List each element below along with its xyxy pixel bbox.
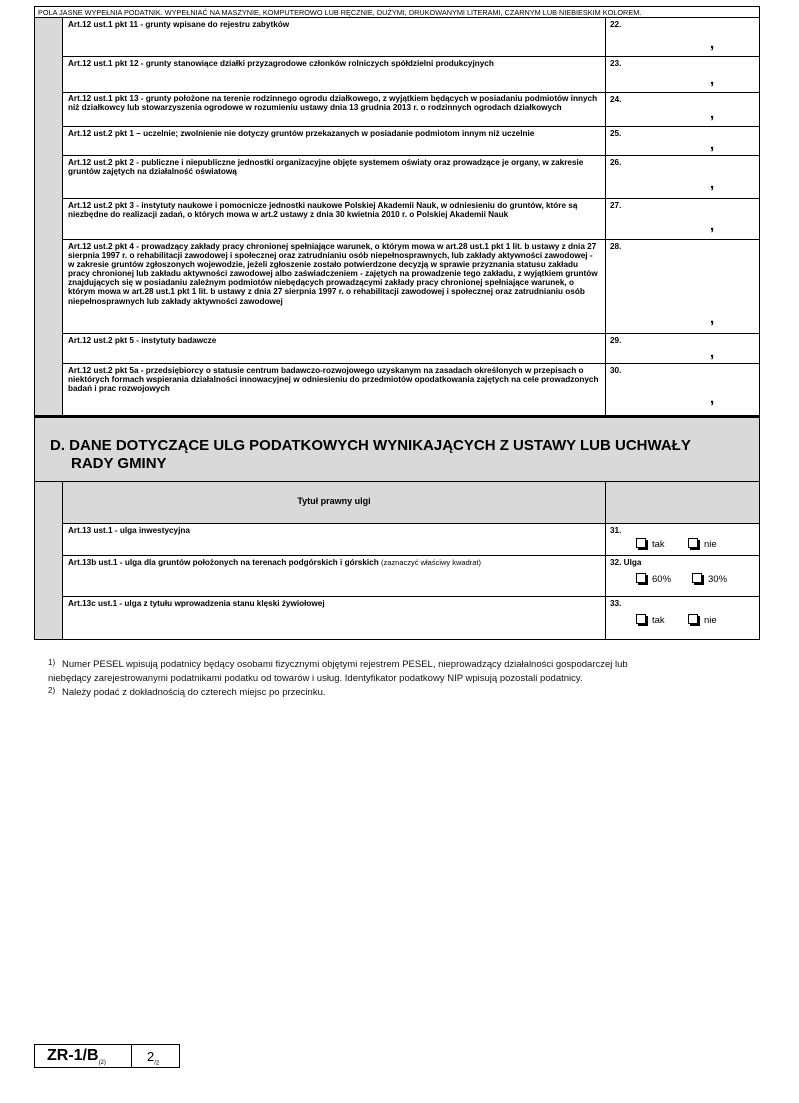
- footnote-text: Należy podać z dokładnością do czterech miejsc po przecinku.: [62, 687, 326, 698]
- section-gutter: [35, 18, 63, 415]
- form-code-badge: [34, 1044, 180, 1068]
- footnote-text: niebędący zarejestrowanymi podatnikami podatku od towarów i usług. Identyfikator podatkowy NIP wpisują pozostali podatnicy.: [48, 673, 583, 684]
- field-number: 32. Ulga: [610, 558, 642, 567]
- column-header-blank: [606, 482, 759, 524]
- row-description: Art.12 ust.1 pkt 12 - grunty stanowiące działki przyzagrodowe członków rolniczych spółdzielni produkcyjnych: [63, 57, 606, 93]
- amount-field[interactable]: [606, 57, 759, 93]
- field-number: 22.: [610, 20, 622, 29]
- decimal-separator: ,: [710, 217, 715, 234]
- checkbox-icon[interactable]: [636, 573, 646, 583]
- option-tak[interactable]: tak: [636, 538, 665, 550]
- decimal-separator: ,: [710, 175, 715, 192]
- checkbox-icon[interactable]: [692, 573, 702, 583]
- row-note: (zaznaczyć właściwy kwadrat): [381, 558, 482, 567]
- field-number: 31.: [610, 526, 622, 535]
- row-description: Art.12 ust.2 pkt 4 - prowadzący zakłady pracy chronionej spełniające warunek, o którym mowa w art.28 ust.1 pkt 1 lit. b ustawy z dnia 27 sierpnia 1997 r. o rehabilitacji zawodowej i społecznej oraz zatrudnianiu osób niepełnosprawnych, lub zakłady aktywności zawodowej - w zakresie gruntów zgłoszonych wojewodzie, jeżeli zgłoszenie zostało potwierdzone decyzją w sprawie przyznania statusu zakładu pracy chronionej lub zakładu aktywności zawodowej albo zaświadczeniem - zajętych na prowadzenie tego zakładu, z wyjątkiem gruntów znajdujących się w posiadaniu zależnym podmiotów niebędących prowadzącymi zakłady pracy chronionej spełniające warunek, o którym mowa w art.28 ust.1 pkt 1 lit. b ustawy z dnia 27 sierpnia 1997 r. o rehabilitacji zawodowej i społecznej oraz zatrudnianiu osób niepełnosprawnych lub zakłady aktywności zawodowej: [63, 240, 606, 334]
- checkbox-icon[interactable]: [636, 538, 646, 548]
- footnote-mark: 1): [48, 658, 56, 667]
- field-number: 26.: [610, 158, 622, 167]
- option-nie[interactable]: nie: [688, 614, 717, 626]
- amount-field[interactable]: [606, 127, 759, 156]
- field-number: 30.: [610, 366, 622, 375]
- page-number: $2_{/2}$: [147, 1049, 160, 1067]
- section-d-header: [35, 418, 759, 482]
- field-number: 25.: [610, 129, 622, 138]
- option-30[interactable]: 30%: [692, 573, 727, 585]
- decimal-separator: ,: [710, 390, 715, 407]
- field-number: 29.: [610, 336, 622, 345]
- amount-field[interactable]: [606, 199, 759, 240]
- row-description: Art.13c ust.1 - ulga z tytułu wprowadzenia stanu klęski żywiołowej: [63, 597, 606, 639]
- amount-field[interactable]: [606, 156, 759, 199]
- option-tak[interactable]: tak: [636, 614, 665, 626]
- row-description: Art.12 ust.2 pkt 1 – uczelnie; zwolnienie nie dotyczy gruntów przekazanych w posiadanie podmiotom innym niż uczelnie: [63, 127, 606, 156]
- footnote-text: Numer PESEL wpisują podatnicy będący osobami fizycznymi objętymi rejestrem PESEL, nieprowadzący działalności gospodarczej lub: [62, 659, 628, 670]
- option-nie[interactable]: nie: [688, 538, 717, 550]
- decimal-separator: ,: [710, 310, 715, 327]
- form-code: $ZR-1/B_{(2)}$: [47, 1047, 106, 1067]
- section-d-title: D. DANE DOTYCZĄCE ULG PODATKOWYCH WYNIKAJĄCYCH Z USTAWY LUB UCHWAŁY: [50, 437, 691, 454]
- section-d-title-line2: RADY GMINY: [71, 455, 167, 472]
- row-description: Art.12 ust.2 pkt 5a - przedsiębiorcy o statusie centrum badawczo-rozwojowego uzyskanym na zasadach określonych w przepisach o niektórych formach wspierania działalności innowacyjnej w odniesieniu do przedmiotów opodatkowania zajętych na cele prowadzonych badań i prac rozwojowych: [63, 364, 606, 415]
- form-frame: [34, 18, 760, 640]
- decimal-separator: ,: [710, 105, 715, 122]
- decimal-separator: ,: [710, 71, 715, 88]
- relief-field: [606, 597, 759, 639]
- field-number: 24.: [610, 95, 622, 104]
- field-number: 27.: [610, 201, 622, 210]
- field-number: 23.: [610, 59, 622, 68]
- column-header: Tytuł prawny ulgi: [63, 482, 606, 524]
- field-number: 33.: [610, 599, 622, 608]
- row-description: Art.13b ust.1 - ulga dla gruntów położonych na terenach podgórskich i górskich (zaznaczyć właściwy kwadrat): [63, 556, 606, 597]
- row-description: Art.12 ust.2 pkt 2 - publiczne i niepubliczne jednostki organizacyjne objęte systemem oświaty oraz prowadzące je organy, w zakresie gruntów zajętych na działalność oświatową: [63, 156, 606, 199]
- relief-field: [606, 556, 759, 597]
- amount-field[interactable]: [606, 18, 759, 57]
- decimal-separator: ,: [710, 344, 715, 361]
- row-description: Art.12 ust.1 pkt 13 - grunty położone na terenie rodzinnego ogrodu działkowego, z wyjątkiem będących w posiadaniu podmiotów innych niż działkowcy lub stowarzyszenia ogrodowe w rozumieniu ustawy dnia 13 grudnia 2013 r. o rodzinnych ogrodach działkowych: [63, 93, 606, 127]
- checkbox-icon[interactable]: [688, 614, 698, 624]
- badge-divider: [131, 1045, 132, 1067]
- checkbox-icon[interactable]: [636, 614, 646, 624]
- row-description: Art.12 ust.2 pkt 5 - instytuty badawcze: [63, 334, 606, 364]
- decimal-separator: ,: [710, 136, 715, 153]
- option-60[interactable]: 60%: [636, 573, 671, 585]
- field-number: 28.: [610, 242, 622, 251]
- row-description: Art.12 ust.1 pkt 11 - grunty wpisane do rejestru zabytków: [63, 18, 606, 57]
- section-gutter: [35, 482, 63, 639]
- amount-field[interactable]: [606, 93, 759, 127]
- amount-field[interactable]: [606, 364, 759, 415]
- amount-field[interactable]: [606, 334, 759, 364]
- checkbox-icon[interactable]: [688, 538, 698, 548]
- filling-instructions: POLA JASNE WYPEŁNIA PODATNIK. WYPEŁNIAĆ NA MASZYNIE, KOMPUTEROWO LUB RĘCZNIE, DUŻYMI, DRUKOWANYMI LITERAMI, CZARNYM LUB NIEBIESKIM KOLOREM.: [34, 6, 760, 18]
- decimal-separator: ,: [710, 35, 715, 52]
- amount-field[interactable]: [606, 240, 759, 334]
- relief-field: [606, 524, 759, 556]
- footnote-mark: 2): [48, 686, 56, 695]
- row-description: Art.12 ust.2 pkt 3 - instytuty naukowe i pomocnicze jednostki naukowe Polskiej Akademii Nauk, w odniesieniu do gruntów, które są niezbędne do realizacji zadań, o których mowa w art.2 ustawy z dnia 30 kwietnia 2010 r. o Polskiej Akademii Nauk: [63, 199, 606, 240]
- row-description: Art.13 ust.1 - ulga inwestycyjna: [63, 524, 606, 556]
